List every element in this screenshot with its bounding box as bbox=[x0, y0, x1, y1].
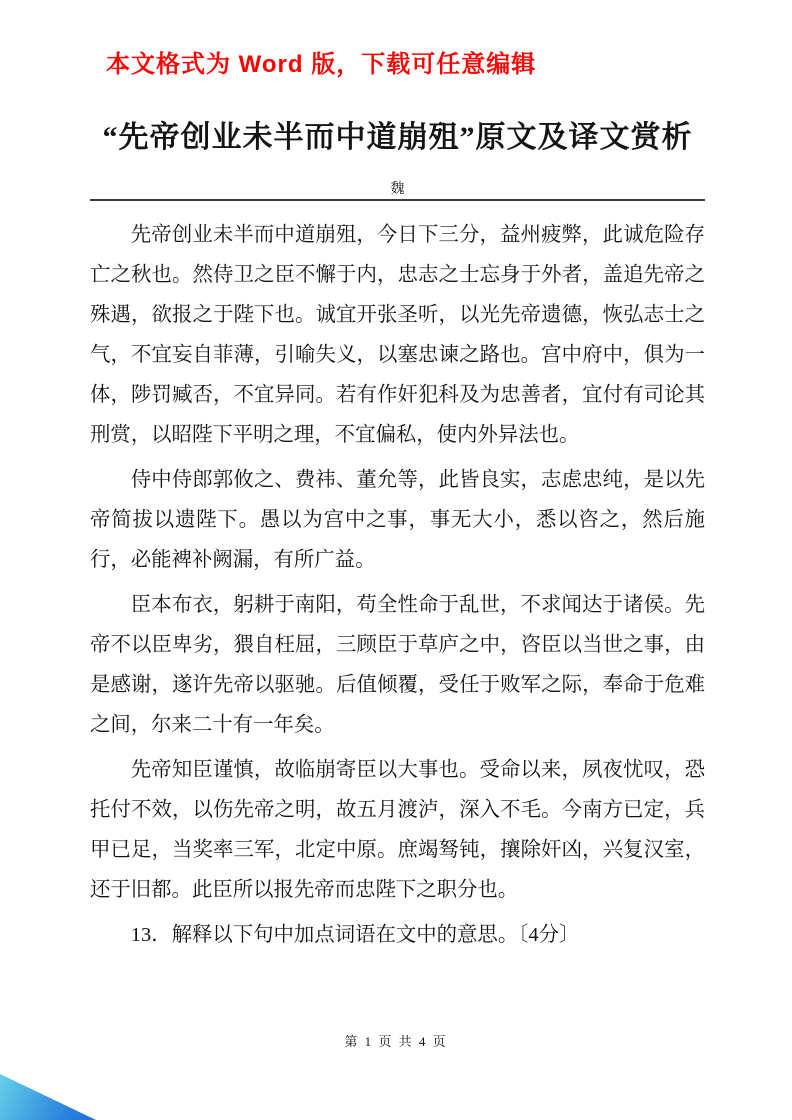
document-body bbox=[90, 215, 705, 955]
format-notice: 本文格式为 Word 版，下载可任意编辑 bbox=[106, 51, 537, 78]
paragraph: 先帝创业未半而中道崩殂，今日下三分，益州疲弊，此诚危险存亡之秋也。然侍卫之臣不懈于内，忠志之士忘身于外者，盖追先帝之殊遇，欲报之于陛下也。诚宜开张圣听，以光先帝遗德，恢弘志士之气，不宜妄自菲薄，引喻失义，以塞忠谏之路也。宫中府中，俱为一体，陟罚臧否，不宜异同。若有作奸犯科及为忠善者，宜付有司论其刑赏，以昭陛下平明之理，不宜偏私，使内外异法也。 bbox=[90, 224, 705, 446]
paragraph: 侍中侍郎郭攸之、费祎、董允等，此皆良实，志虑忠纯，是以先帝简拔以遗陛下。愚以为宫中之事，事无大小，悉以咨之，然后施行，必能裨补阙漏，有所广益。 bbox=[90, 469, 705, 571]
page-number: 第 1 页 共 4 页 bbox=[344, 1034, 448, 1049]
byline: 魏 bbox=[90, 182, 705, 201]
corner-fold-decoration bbox=[0, 1074, 96, 1120]
page-title: “先帝创业未半而中道崩殂”原文及译文赏析 bbox=[102, 121, 693, 154]
paragraph: 臣本布衣，躬耕于南阳，苟全性命于乱世，不求闻达于诸侯。先帝不以臣卑劣，猥自枉屈，三顾臣于草庐之中，咨臣以当世之事，由是感谢，遂许先帝以驱驰。后值倾覆，受任于败军之际，奉命于危难之间，尔来二十有一年矣。 bbox=[90, 594, 705, 736]
paragraph: 先帝知臣谨慎，故临崩寄臣以大事也。受命以来，夙夜忧叹，恐托付不效，以伤先帝之明，故五月渡泸，深入不毛。今南方已定，兵甲已足，当奖率三军，北定中原。庶竭驽钝，攘除奸凶，兴复汉室，还于旧都。此臣所以报先帝而忠陛下之职分也。 bbox=[90, 759, 705, 901]
question-item: 13．解释以下句中加点词语在文中的意思。〔4分〕 bbox=[130, 924, 580, 946]
